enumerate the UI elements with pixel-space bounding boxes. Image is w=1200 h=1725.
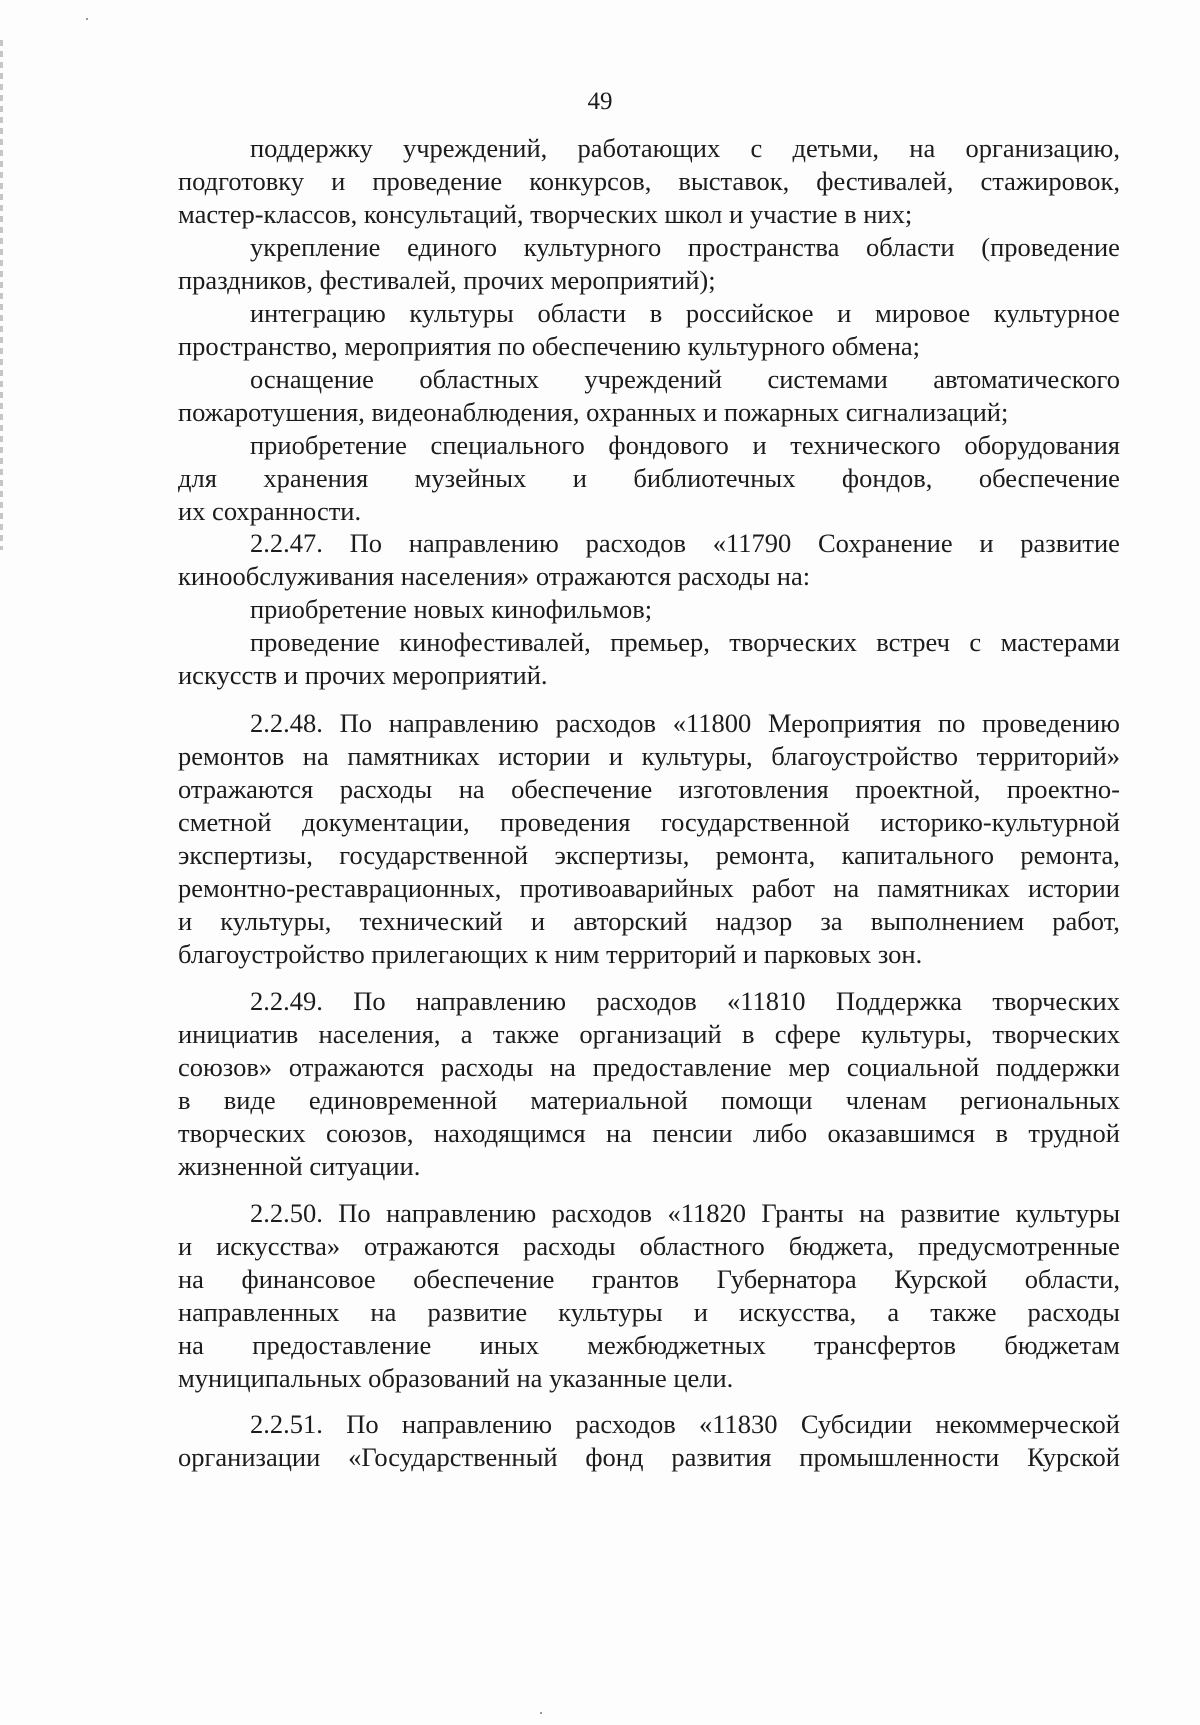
- text-line: сметной документации, проведения государственной историко-культурной: [178, 807, 1120, 837]
- text-line: отражаются расходы на обеспечение изготовления проектной, проектно-: [178, 774, 1120, 804]
- text-line: ремонтов на памятниках истории и культуры, благоустройство территорий»: [178, 741, 1120, 771]
- text-line: ремонтно-реставрационных, противоаварийных работ на памятниках истории: [178, 873, 1120, 903]
- text-line: искусств и прочих мероприятий.: [178, 660, 548, 690]
- text-line: и культуры, технический и авторский надзор за выполнением работ,: [178, 906, 1120, 936]
- text-line: для хранения музейных и библиотечных фондов, обеспечение: [178, 463, 1120, 493]
- scan-speck: [540, 1712, 542, 1714]
- text-line: и искусства» отражаются расходы областного бюджета, предусмотренные: [178, 1231, 1120, 1261]
- text-line: приобретение специального фондового и технического оборудования: [250, 430, 1120, 460]
- text-line: оснащение областных учреждений системами автоматического: [250, 364, 1120, 394]
- text-line: союзов» отражаются расходы на предоставление мер социальной поддержки: [178, 1052, 1120, 1082]
- text-line: инициатив населения, а также организаций в сфере культуры, творческих: [178, 1019, 1120, 1049]
- text-line: поддержку учреждений, работающих с детьми, на организацию,: [250, 133, 1120, 163]
- text-line: укрепление единого культурного пространства области (проведение: [250, 232, 1120, 262]
- text-line: праздников, фестивалей, прочих мероприятий);: [178, 265, 716, 295]
- text-line: 2.2.49. По направлению расходов «11810 Поддержка творческих: [250, 986, 1120, 1016]
- text-line: пожаротушения, видеонаблюдения, охранных и пожарных сигнализаций;: [178, 397, 1009, 427]
- text-line: пространство, мероприятия по обеспечению культурного обмена;: [178, 331, 921, 361]
- text-line: направленных на развитие культуры и искусства, а также расходы: [178, 1297, 1120, 1327]
- text-line: их сохранности.: [178, 496, 362, 526]
- text-line: кинообслуживания населения» отражаются расходы на:: [178, 561, 811, 591]
- scan-edge-artifact: [0, 40, 3, 550]
- text-line: жизненной ситуации.: [178, 1151, 421, 1181]
- text-line: 2.2.51. По направлению расходов «11830 Субсидии некоммерческой: [250, 1409, 1120, 1439]
- page-number: 49: [587, 88, 613, 115]
- text-line: экспертизы, государственной экспертизы, ремонта, капитального ремонта,: [178, 840, 1120, 870]
- scan-speck: [86, 18, 88, 20]
- text-line: организации «Государственный фонд развития промышленности Курской: [178, 1442, 1120, 1472]
- text-line: мастер-классов, консультаций, творческих школ и участие в них;: [178, 199, 913, 229]
- text-line: приобретение новых кинофильмов;: [250, 594, 653, 624]
- text-line: муниципальных образований на указанные цели.: [178, 1363, 734, 1393]
- text-line: проведение кинофестивалей, премьер, творческих встреч с мастерами: [250, 627, 1120, 657]
- text-line: подготовку и проведение конкурсов, выставок, фестивалей, стажировок,: [178, 166, 1120, 196]
- text-line: 2.2.48. По направлению расходов «11800 Мероприятия по проведению: [250, 708, 1120, 738]
- text-line: на финансовое обеспечение грантов Губернатора Курской области,: [178, 1264, 1120, 1294]
- text-line: творческих союзов, находящимся на пенсии либо оказавшимся в трудной: [178, 1118, 1120, 1148]
- text-line: благоустройство прилегающих к ним территорий и парковых зон.: [178, 939, 923, 969]
- text-line: 2.2.50. По направлению расходов «11820 Гранты на развитие культуры: [250, 1198, 1120, 1228]
- text-line: интеграцию культуры области в российское и мировое культурное: [250, 298, 1120, 328]
- text-line: 2.2.47. По направлению расходов «11790 Сохранение и развитие: [250, 528, 1120, 558]
- text-line: на предоставление иных межбюджетных трансфертов бюджетам: [178, 1330, 1120, 1360]
- text-line: в виде единовременной материальной помощи членам региональных: [178, 1085, 1120, 1115]
